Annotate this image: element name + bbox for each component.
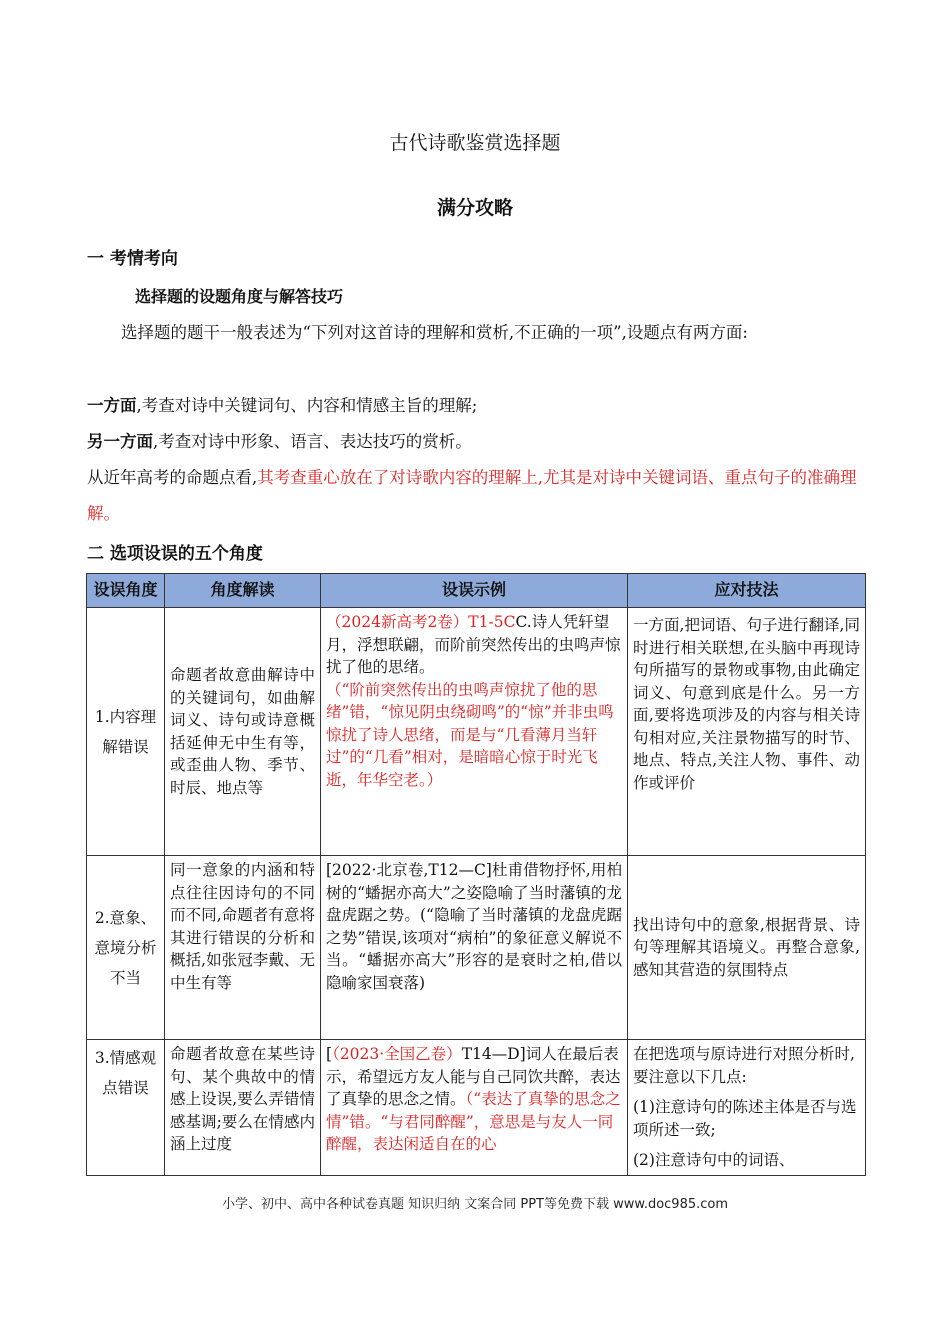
skill-intro: 在把选项与原诗进行对照分析时,要注意以下几点:	[633, 1045, 855, 1086]
page-footer: 小学、初中、高中各种试卷真题 知识归纳 文案合同 PPT等免费下载 www.doc985.com	[221, 1197, 729, 1212]
point-one-text: ,考查对诗中关键词句、内容和情感主旨的理解;	[136, 396, 478, 415]
example-cell	[321, 608, 628, 856]
section2-heading: 二 选项设误的五个角度	[87, 544, 263, 564]
summary-paragraph	[87, 460, 867, 532]
error-angle-table	[86, 573, 866, 1176]
angle-cell: 3.情感观点错误	[87, 1040, 165, 1176]
example-text: C.诗人凭轩望月，浮想联翩，而阶前突然传出的虫鸣声惊扰了他的思绪。	[326, 613, 621, 676]
example-text: T14—D]词人在最后表示，希望远方友人能与自己同饮共醉，表达了真挚的思念之情。	[326, 1045, 621, 1108]
skill-cell: 找出诗句中的意象,根据背景、诗句等理解其语境义。再整合意象,感知其营造的氛围特点	[628, 856, 866, 1040]
summary-plain: 从近年高考的命题点看,	[87, 468, 258, 487]
skill-point-1: (1)注意诗句的陈述主体是否与选项所述一致;	[633, 1098, 857, 1139]
example-cell	[321, 1040, 628, 1176]
skill-cell: 一方面,把词语、句子进行翻译,同时进行相关联想,在头脑中再现诗句所描写的景物或事物,由此确定词义、句意到底是什么。另一方面,要将选项涉及的内容与相关诗句相对应,关注景物描写的时节、地点、特点,关注人物、事件、动作或评价	[628, 608, 866, 856]
example-source: （2023·全国乙卷）	[332, 1045, 462, 1063]
skill-point-2: (2)注意诗句中的词语、	[633, 1151, 795, 1169]
column-header: 应对技法	[628, 574, 866, 608]
reading-cell: 同一意象的内涵和特点往往因诗句的不同而不同,命题者有意将其进行错误的分析和概括,如张冠李戴、无中生有等	[165, 856, 321, 1040]
column-header: 角度解读	[165, 574, 321, 608]
table-row	[87, 856, 866, 1040]
example-bracket: [	[326, 1045, 333, 1063]
summary-highlight: 其考查重心放在了对诗歌内容的理解上,尤其是对诗中关键词语、重点句子的准确理解。	[87, 468, 857, 523]
point-two-label: 另一方面	[87, 432, 153, 451]
document-title: 古代诗歌鉴赏选择题	[389, 132, 561, 154]
skill-cell	[628, 1040, 866, 1176]
reading-cell: 命题者故意曲解诗中的关键词句，如曲解词义、诗句或诗意概括延伸无中生有等，或歪曲人物、季节、时辰、地点等	[165, 608, 321, 856]
point-one-label: 一方面	[87, 396, 137, 415]
example-analysis: （“阶前突然传出的虫鸣声惊扰了他的思绪”错，“惊见阴虫绕砌鸣”的“惊”并非虫鸣惊扰了诗人思绪，而是与“几看薄月当轩过”的“几看”相对，是暗暗心惊于时光飞逝，年华空老。）	[326, 680, 614, 789]
reading-cell: 命题者故意在某些诗句、某个典故中的情感上设误,要么弄错情感基调;要么在情感内涵上过度	[165, 1040, 321, 1176]
point-two	[87, 424, 867, 460]
table-header-row	[87, 574, 866, 608]
point-two-text: ,考查对诗中形象、语言、表达技巧的赏析。	[153, 432, 472, 451]
document-subtitle: 满分攻略	[436, 197, 513, 219]
section1-subheading: 选择题的设题角度与解答技巧	[135, 287, 344, 306]
table-row	[87, 1040, 866, 1176]
example-analysis: （“表达了真挚的思念之情”错。“与君同醉醒”，意思是与友人一同醉醒，表达闲适自在的心	[326, 1090, 621, 1153]
column-header: 设误角度	[87, 574, 165, 608]
example-cell: [2022·北京卷,T12—C]杜甫借物抒怀,用柏树的“蟠据亦高大”之姿隐喻了当时藩镇的龙盘虎踞之势。(“隐喻了当时藩镇的龙盘虎踞之势”错误,该项对“病柏”的象征意义解说不当。“蟠据亦高大”形容的是衰时之柏,借以隐喻家国衰落)	[321, 856, 628, 1040]
angle-cell: 2.意象、意境分析不当	[87, 856, 165, 1040]
example-source: （2024新高考2卷）T1-5C	[326, 613, 516, 631]
angle-cell: 1.内容理解错误	[87, 608, 165, 856]
section1-heading: 一 考情考向	[87, 249, 178, 269]
point-one	[87, 388, 867, 424]
table-row	[87, 608, 866, 856]
column-header: 设误示例	[321, 574, 628, 608]
intro-paragraph: 选择题的题干一般表述为“下列对这首诗的理解和赏析,不正确的一项”,设题点有两方面:	[121, 323, 748, 342]
